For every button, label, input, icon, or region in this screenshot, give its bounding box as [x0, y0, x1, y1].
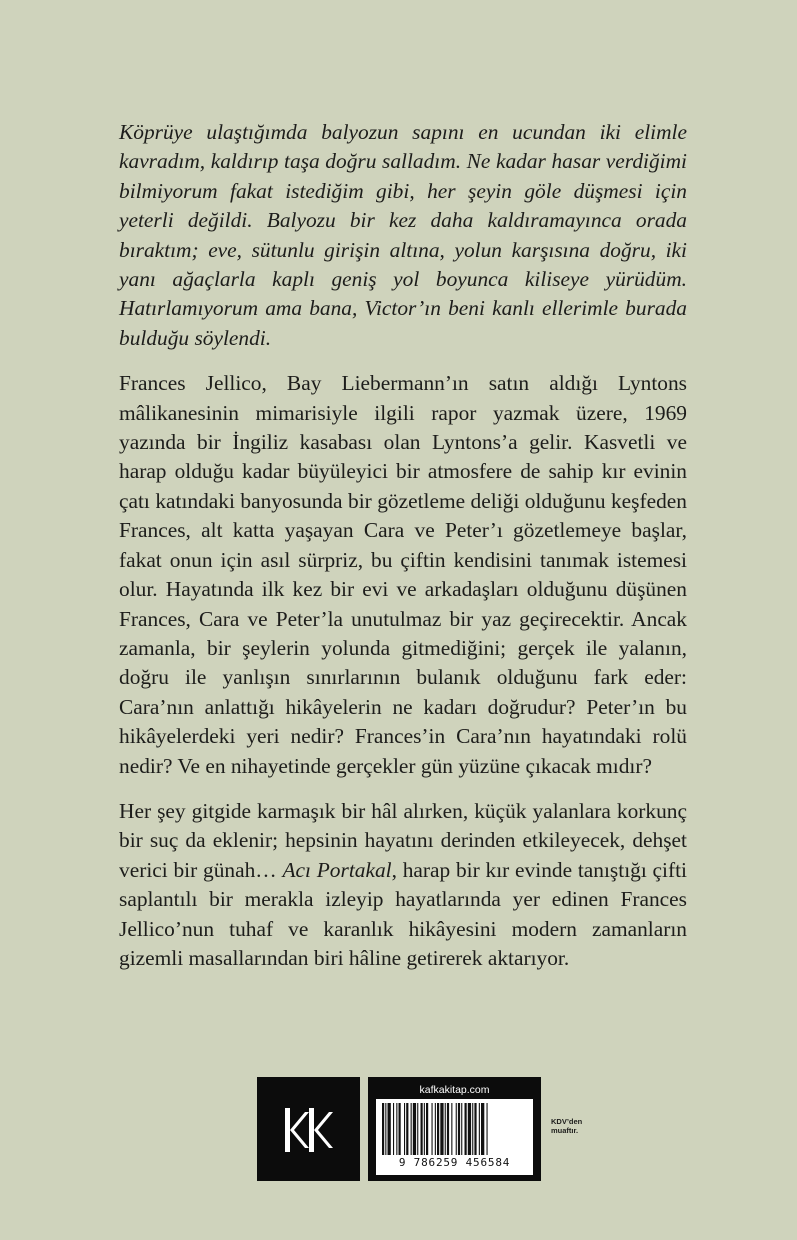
- synopsis-paragraph: Frances Jellico, Bay Liebermann’ın satın aldığı Lyntons mâlikanesinin mimarisiyle ilgili rapor yazmak üzere, 1969 yazında bir İngiliz kasabası olan Lyntons’a gelir. Kasvetli ve harap olduğu kadar büyüleyici bir atmosfere de sahip kır evinin çatı katındaki banyosunda bir gözetleme deliği olduğunu keşfeden Frances, alt katta yaşayan Cara ve Peter’ı gözetlemeye başlar, fakat onun için asıl sürpriz, bu çiftin kendisini tanımak istemesi olur. Hayatında ilk kez bir evi ve arkadaşları olduğunu düşünen Frances, Cara ve Peter’la unutulmaz bir yaz geçirecektir. Ancak zamanla, bir şeylerin yolunda gitmediğini; gerçek ile yalanın, doğru ile yanlışın sınırlarının bulanık olduğunu fark eder: Cara’nın anlattığı hikâyelerin ne kadarı doğrudur? Peter’ın bu hikâyelerdeki yeri nedir? Frances’in Cara’nın hayatındaki rolü nedir? Ve en nihayetinde gerçekler gün yüzüne çıkacak mıdır?: [119, 371, 687, 778]
- tax-note-line1: KDV’den: [551, 1117, 583, 1126]
- barcode-bar: [461, 1103, 462, 1155]
- barcode-bar: [456, 1103, 457, 1155]
- barcode-bar: [487, 1103, 488, 1155]
- closing-paragraph: [119, 797, 687, 973]
- kk-monogram-icon: [283, 1108, 335, 1152]
- barcode-bar: [406, 1103, 408, 1155]
- barcode-bar: [435, 1103, 436, 1155]
- isbn-number: 9 786259 456584: [398, 1156, 511, 1169]
- barcode-bar: [474, 1103, 476, 1155]
- barcode-bar: [458, 1103, 460, 1155]
- barcode-bar: [479, 1103, 480, 1155]
- barcode-bar: [445, 1103, 446, 1155]
- barcode-bar: [388, 1103, 391, 1155]
- barcode-bar: [385, 1103, 386, 1155]
- closing-text-before: Her şey gitgide karmaşık bir hâl alırken, küçük yalanlara korkunç bir suç da eklenir; hepsinin hayatını derinden etkileyecek, dehşet verici bir günah…: [119, 798, 687, 882]
- barcode-bar: [421, 1103, 423, 1155]
- barcode-bar: [393, 1103, 394, 1155]
- barcode-bar: [396, 1103, 397, 1155]
- barcode-bar: [399, 1103, 401, 1155]
- barcode-bar: [481, 1103, 484, 1155]
- back-cover-text: [119, 118, 687, 973]
- barcode-bar: [468, 1103, 471, 1155]
- barcode-bar: [426, 1103, 428, 1155]
- publisher-website: kafkakitap.com: [419, 1084, 490, 1096]
- barcode-bar: [440, 1103, 443, 1155]
- closing-text-after: , harap bir kır evinde tanıştığı çifti saplantılı bir merakla izleyip hayatlarında yer edinen Frances Jellico’nun tuhaf ve karanlık hikâyesini modern zamanların gizemli masallarından biri hâline getirerek aktarıyor.: [119, 857, 687, 970]
- tax-exempt-note: [551, 1117, 601, 1135]
- tax-note-line2: muaftır.: [551, 1126, 579, 1135]
- barcode-bar: [451, 1103, 452, 1155]
- barcode-bar: [447, 1103, 449, 1155]
- barcode-panel: [368, 1077, 541, 1181]
- publisher-logo: [257, 1077, 360, 1181]
- barcode-bar: [432, 1103, 433, 1155]
- barcode-bar: [437, 1103, 439, 1155]
- barcode-bar: [424, 1103, 425, 1155]
- barcode-bar: [417, 1103, 418, 1155]
- barcode-area: [376, 1099, 533, 1175]
- excerpt-paragraph: Köprüye ulaştığımda balyozun sapını en ucundan iki elimle kavradım, kaldırıp taşa doğru salladım. Ne kadar hasar verdiğimi bilmiyorum fakat istediğim gibi, her şeyin göle düşmesi için yeterli değildi. Balyozu bir kez daha kaldıramayınca orada bıraktım; eve, sütunlu girişin altına, yolun karşısına doğru, iki yanı ağaçlarla kaplı geniş yol boyunca kiliseye yürüdüm. Hatırlamıyorum ama bana, Victor’ın beni kanlı ellerimle burada bulduğu söylendi.: [119, 120, 687, 350]
- barcode-bars: [382, 1103, 527, 1155]
- barcode-bar: [465, 1103, 467, 1155]
- barcode-bar: [404, 1103, 405, 1155]
- barcode-bar: [382, 1103, 384, 1155]
- book-title: Acı Portakal: [282, 857, 392, 882]
- barcode-bar: [472, 1103, 473, 1155]
- barcode-bar: [411, 1103, 412, 1155]
- barcode-bar: [413, 1103, 416, 1155]
